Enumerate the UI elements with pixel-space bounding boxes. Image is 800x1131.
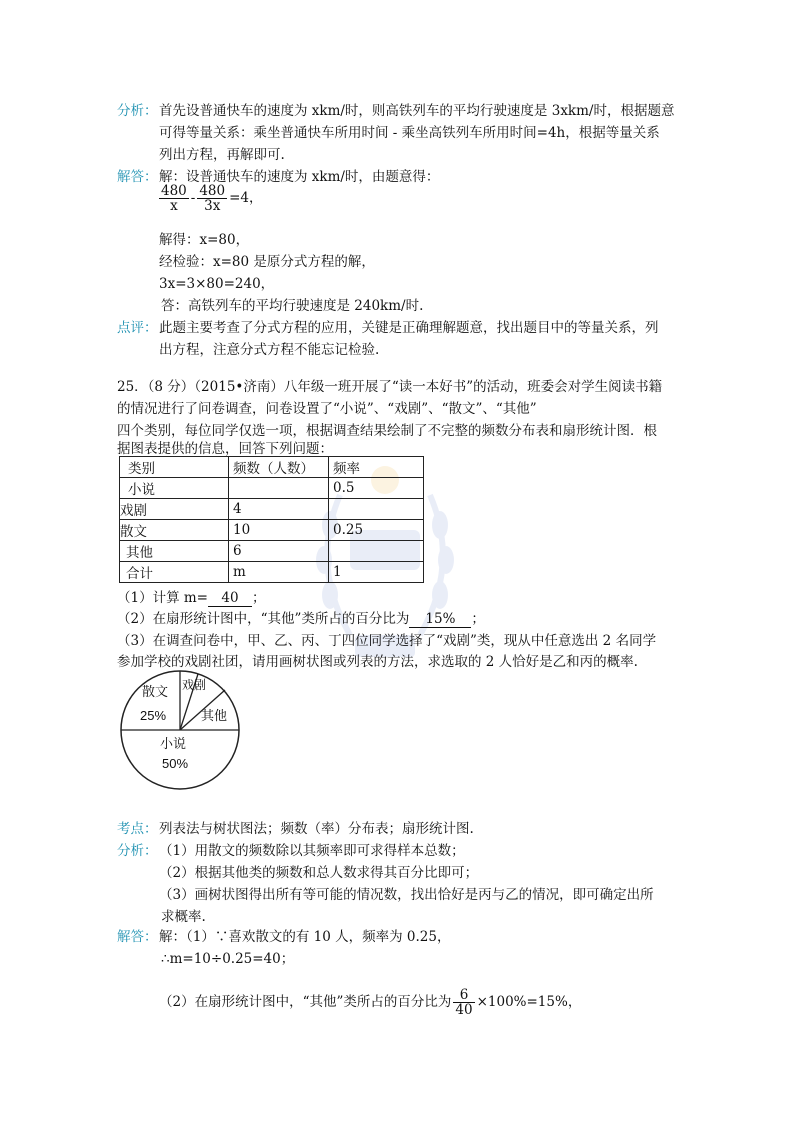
analysis-line-1: 首先设普通快车的速度为 xkm/时，则高铁列车的平均行驶速度是 3xkm/时，根据题意	[159, 103, 675, 119]
pie-label-qita: 其他	[201, 708, 228, 723]
table-row: 小说 0.5	[120, 478, 424, 499]
answer-line-1: 解：设普通快车的速度为 xkm/时，由题意得：	[159, 169, 440, 185]
q25-line-1: 25．（8 分）（2015•济南）八年级一班开展了“读一本好书”的活动，班委会对学生阅读书籍	[117, 379, 663, 395]
analysis2-line-4: 求概率.	[161, 909, 206, 925]
q25-line-3: 四个类别，每位同学仅选一项，根据调查结果绘制了不完整的频数分布表和扇形统计图．根	[117, 423, 657, 439]
equation: $\frac{480}{x}$ - $\frac{480}{3x}$ =4，	[161, 183, 263, 215]
sub-question-3-line-1: （3）在调查问卷中，甲、乙、丙、丁四位同学选择了“戏剧”类，现从中任意选出 2 名同学	[117, 633, 657, 649]
analysis2-line-3: （3）画树状图得出所有等可能的情况数，找出恰好是丙与乙的情况，即可确定出所	[159, 887, 654, 903]
header-rate: 频率	[329, 457, 424, 478]
header-frequency: 频数（人数）	[229, 457, 329, 478]
table-row: 散文 10 0.25	[120, 520, 424, 541]
fraction-2: $\frac{480}{3x}$	[199, 183, 226, 215]
answer2-line-2: ∴m=10÷0.25=40；	[161, 951, 295, 967]
final-answer: 答：高铁列车的平均行驶速度是 240km/时.	[161, 298, 424, 314]
fraction-1: $\frac{480}{x}$	[161, 183, 187, 215]
pie-label-xiaoshuo-pct: 50%	[162, 756, 189, 771]
q25-line-2: 的情况进行了问卷调查，问卷设置了“小说”、“戏剧”、“散文”、“其他”	[117, 401, 537, 417]
pie-label-xiju: 戏剧	[182, 678, 207, 692]
analysis2-line-1: （1）用散文的频数除以其频率即可求得样本总数；	[159, 843, 465, 859]
table-header-row	[120, 457, 424, 478]
table-row: 合计 m 1	[120, 562, 424, 583]
q25-line-4: 据图表提供的信息，回答下列问题：	[117, 441, 333, 457]
header-category: 类别	[120, 457, 229, 478]
analysis2-line-2: （2）根据其他类的频数和总人数求得其百分比即可；	[159, 865, 479, 881]
solve-line-3: 3x=3×80=240，	[159, 276, 275, 292]
key-points-label: 考点：	[117, 821, 158, 837]
sub-question-3-line-2: 参加学校的戏剧社团，请用画树状图或列表的方法，求选取的 2 人恰好是乙和丙的概率.	[117, 654, 638, 670]
sub-question-1: （1）计算 m= 40 ；	[117, 590, 266, 606]
answer-m: 40	[208, 590, 252, 607]
comment-line-2: 出方程，注意分式方程不能忘记检验.	[159, 342, 380, 358]
answer2-line-3: （2）在扇形统计图中，“其他”类所占的百分比为 $\frac{6}{40}$ ×100%=15%，	[159, 987, 582, 1019]
pie-label-xiaoshuo: 小说	[160, 736, 187, 751]
answer2-line-1: 解：（1）∵喜欢散文的有 10 人，频率为 0.25，	[159, 929, 451, 945]
analysis2-label: 分析：	[117, 843, 158, 859]
table-row: 其他 6	[120, 541, 424, 562]
sub-question-2: （2）在扇形统计图中，“其他”类所占的百分比为 15% ；	[117, 611, 485, 627]
analysis-line-3: 列出方程，再解即可.	[159, 147, 285, 163]
pie-label-sanwen: 散文	[142, 684, 169, 699]
analysis-line-2: 可得等量关系：乘坐普通快车所用时间 - 乘坐高铁列车所用时间=4h，根据等量关系	[159, 125, 660, 141]
comment-line-1: 此题主要考查了分式方程的应用，关键是正确理解题意，找出题目中的等量关系，列	[159, 320, 659, 336]
comment-label: 点评：	[117, 320, 158, 336]
pie-chart	[118, 668, 242, 792]
solve-line-1: 解得：x=80，	[159, 232, 250, 248]
fraction-6-40: $\frac{6}{40}$	[455, 987, 473, 1019]
answer-percent: 15%	[409, 611, 471, 628]
pie-label-sanwen-pct: 25%	[140, 708, 167, 723]
table-row: 戏剧 4	[120, 499, 424, 520]
frequency-table	[119, 456, 424, 583]
key-points: 列表法与树状图法；频数（率）分布表；扇形统计图.	[159, 821, 474, 837]
answer-label: 解答：	[117, 169, 158, 185]
analysis-label: 分析：	[117, 103, 158, 119]
answer2-label: 解答：	[117, 929, 158, 945]
solve-line-2: 经检验：x=80 是原分式方程的解，	[159, 254, 375, 270]
